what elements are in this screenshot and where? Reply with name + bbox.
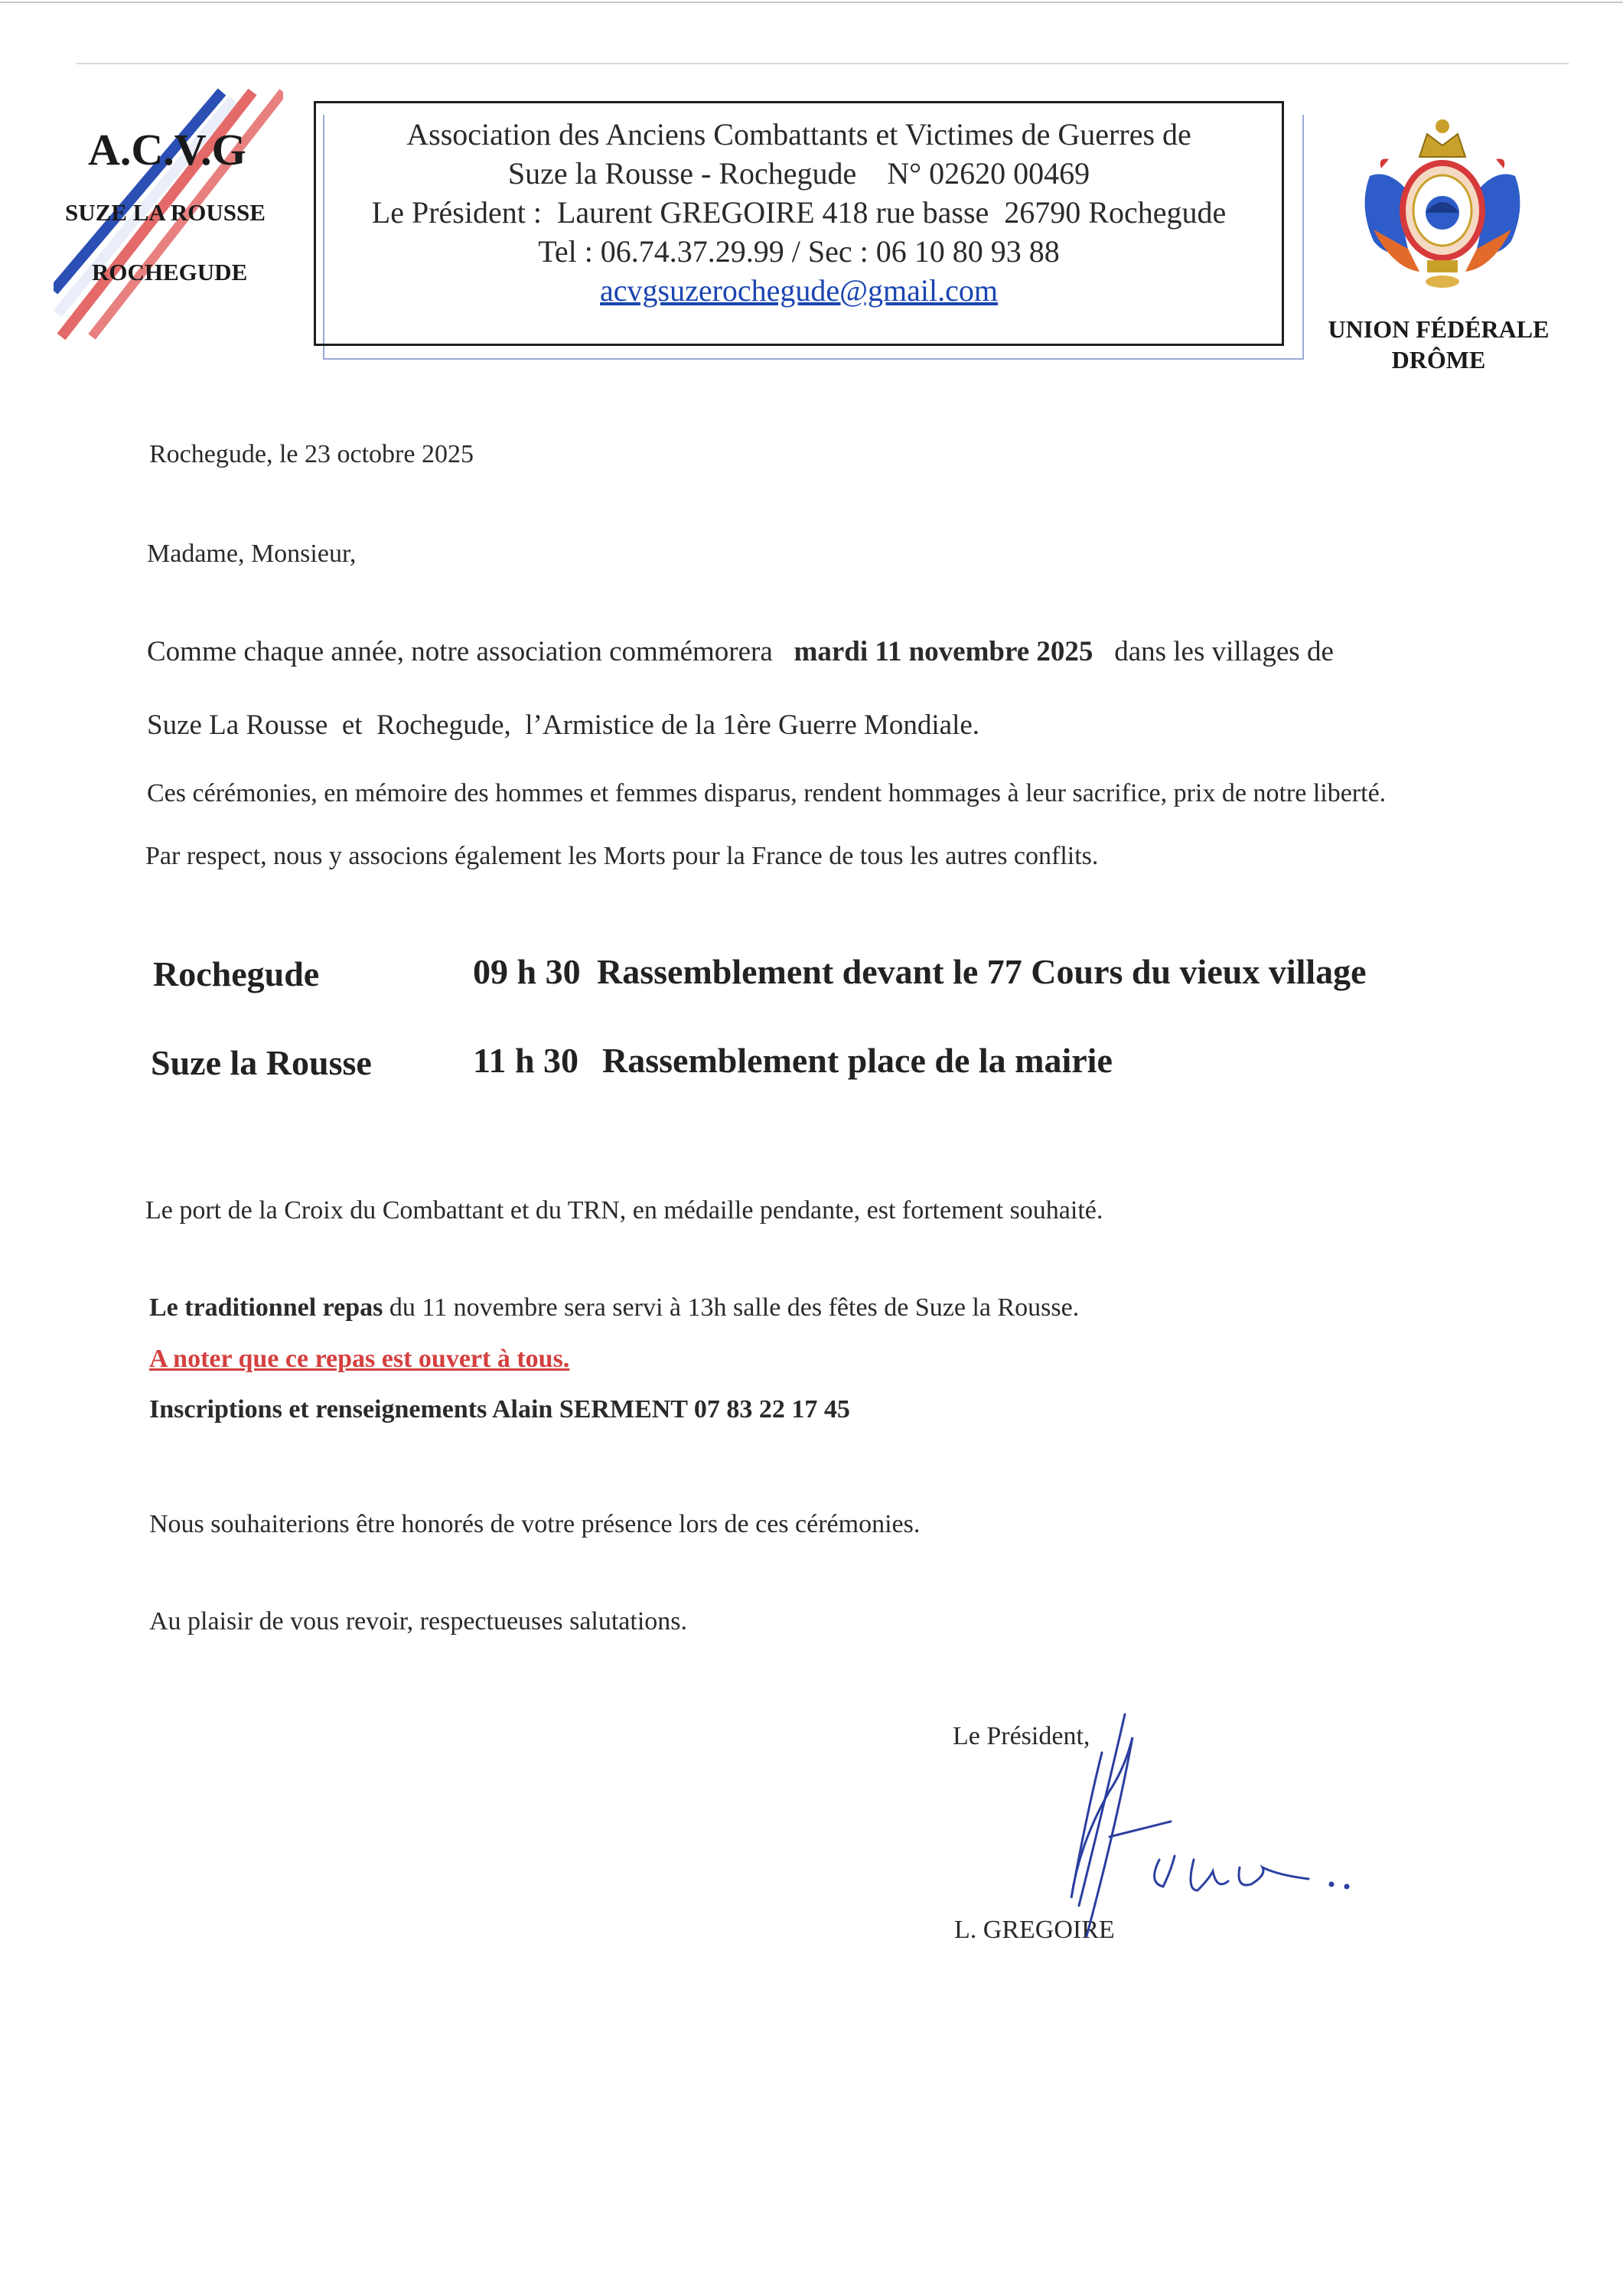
union-federale-emblem bbox=[1354, 115, 1530, 306]
open-to-all-note: A noter que ce repas est ouvert à tous. bbox=[149, 1345, 570, 1373]
uf-caption-line-1: UNION FÉDÉRALE bbox=[1328, 315, 1550, 343]
paragraph-2: Ces cérémonies, en mémoire des hommes et femmes disparus, rendent hommages à leur sacrifice, prix de notre liberté. bbox=[147, 779, 1387, 807]
schedule-place-1: Rochegude bbox=[153, 954, 320, 993]
signature-icon bbox=[1056, 1707, 1385, 1952]
header-line-2: Suze la Rousse - Rochegude N° 02620 00469 bbox=[507, 156, 1090, 191]
rooster-emblem-icon bbox=[1354, 115, 1530, 306]
letter-salutation: Madame, Monsieur, bbox=[147, 540, 357, 568]
schedule-place-2: Suze la Rousse bbox=[151, 1043, 372, 1082]
logo-acronym: A.C.V.G bbox=[88, 125, 246, 174]
logo-line-rochegude: ROCHEGUDE bbox=[92, 259, 248, 285]
union-federale-caption bbox=[1324, 314, 1553, 375]
header-line-1: Association des Anciens Combattants et Victimes de Guerres de bbox=[406, 117, 1191, 152]
paragraph-9: Au plaisir de vous revoir, respectueuses salutations. bbox=[149, 1607, 688, 1636]
logo-line-suze: SUZE LA ROUSSE bbox=[65, 199, 266, 226]
schedule-time-1: 09 h 30 bbox=[473, 952, 581, 991]
closing-title: Le Président, bbox=[953, 1722, 1090, 1750]
schedule-time-2: 11 h 30 bbox=[473, 1041, 579, 1080]
schedule-event-1: Rassemblement devant le 77 Cours du vieux village bbox=[597, 952, 1367, 991]
uf-caption-line-2: DRÔME bbox=[1391, 346, 1486, 373]
p1-post: dans les villages de bbox=[1114, 636, 1334, 667]
commemoration-date: mardi 11 novembre 2025 bbox=[794, 636, 1093, 667]
scan-edge-line bbox=[0, 2, 1623, 3]
header-box-text bbox=[314, 115, 1284, 310]
acvg-logo bbox=[54, 84, 283, 367]
meal-label: Le traditionnel repas bbox=[149, 1293, 383, 1322]
header-line-3: Le Président : Laurent GREGOIRE 418 rue basse 26790 Rochegude bbox=[371, 195, 1227, 230]
paragraph-1-line-1 bbox=[147, 635, 1334, 668]
header-line-4: Tel : 06.74.37.29.99 / Sec : 06 10 80 93 88 bbox=[538, 234, 1060, 269]
paragraph-4: Le port de la Croix du Combattant et du TRN, en médaille pendante, est fortement souhaité. bbox=[145, 1196, 1103, 1225]
p1-pre: Comme chaque année, notre association commémorera bbox=[147, 636, 773, 667]
paragraph-1-line-2: Suze La Rousse et Rochegude, l’Armistice de la 1ère Guerre Mondiale. bbox=[147, 709, 980, 741]
scan-fold-line bbox=[77, 63, 1569, 64]
paragraph-5 bbox=[149, 1293, 1079, 1322]
meal-details: du 11 novembre sera servi à 13h salle des fêtes de Suze la Rousse. bbox=[383, 1293, 1080, 1322]
paragraph-8: Nous souhaiterions être honorés de votre présence lors de ces cérémonies. bbox=[149, 1510, 921, 1538]
registration-contact: Inscriptions et renseignements Alain SERMENT 07 83 22 17 45 bbox=[149, 1395, 850, 1424]
letter-date: Rochegude, le 23 octobre 2025 bbox=[149, 440, 474, 468]
signatory-name: L. GREGOIRE bbox=[954, 1916, 1115, 1944]
header-email-link[interactable]: acvgsuzerochegude@gmail.com bbox=[600, 273, 998, 308]
paragraph-3: Par respect, nous y associons également les Morts pour la France de tous les autres conflits. bbox=[145, 842, 1099, 870]
schedule-event-2: Rassemblement place de la mairie bbox=[602, 1041, 1113, 1080]
